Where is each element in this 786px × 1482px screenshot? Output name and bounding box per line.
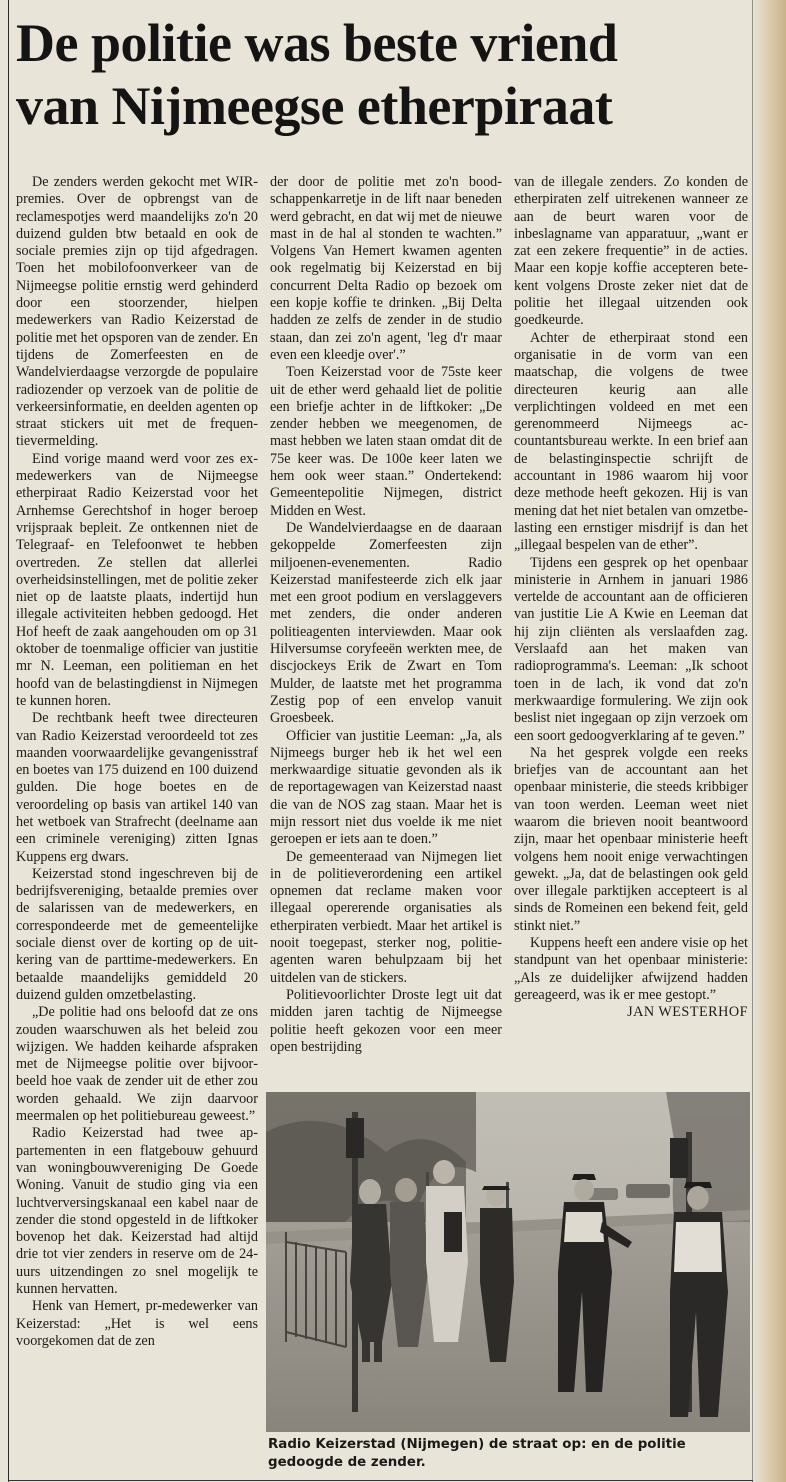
column-rule-bottom (8, 1480, 753, 1481)
photo-caption: Radio Keizerstad (Nijmegen) de straat op: en de politie gedoogde de zender. (268, 1437, 686, 1470)
paragraph: Toen Keizerstad voor de 75ste keer uit de ether werd gehaald liet de politie een briefje achter in de liftkoker: „De zender hebben we meegenomen, de mast hebben we laten staan omdat dit de 75e keer was. De 100e keer laten we hem ook weer staan.” Ondertekend: Gemeentepolitie Nijmegen, district Midden en West. (270, 364, 502, 519)
paragraph: De zenders werden gekocht met WIR-premies. Over de opbrengst van de reclamespotjes werd maandelijks zo'n 20 duizend gulden btw betaald en ook de sociale premies zijn op tijd afgedragen. Toen het mobilofoonverkeer van de Nijmeegse politie ernstig werd gehinderd door een stoorzender, hielpen medewerkers van Radio Keizerstad de politie met het opsporen van de zender. En tijdens de Zomerfeesten en de Wandelvierdaagse verzorgde de populaire radiozender op verzoek van de politie de verkeersinformatie, en deelden agenten op straat stickers uit met de frequentievermelding. (16, 174, 258, 450)
paragraph: Achter de etherpiraat stond een organisatie in de vorm van een maatschap, die volgens de twee directeuren keurig aan alle verplichtingen voldeed en met een gerenommeerd Nijmeegs accountantsbureau werkte. In een brief aan de belastinginspectie schrijft de accountant in 1986 waarom hij voor deze methode heeft gekozen. Hij is van mening dat het niet betalen van omzetbelasting een ernstiger misdrijf is dan het „illegaal bespelen van de ether”. (514, 329, 749, 554)
page-edge-shadow (752, 0, 786, 1482)
headline (16, 12, 746, 138)
paragraph: der door de politie met zo'n boodschappenkarretje in de lift naar beneden werd gebracht, en dat wij met de nieuwe mast in de hal al stonden te wachten.” Volgens Van Hemert kwamen agenten ook regelmatig bij Keizerstad en bij concurrent Delta Radio op bezoek om een kopje koffie te drinken. „Bij Delta hadden ze zelfs de zender in de studio staan, dan zei zo'n agent, 'leg d'r maar even een kleedje over'.” (270, 174, 502, 363)
headline-line-2: van Nijmeegse etherpiraat (16, 76, 613, 136)
article-column-2 (270, 174, 502, 1056)
paragraph: van de illegale zenders. Zo konden de etherpiraten zelf uitrekenen wanneer ze aan de beurt waren voor de inbeslagname van apparatuur, „want er zat een zekere frequentie” in de acties. Maar een kopje koffie accepteren betekent volgens Droste zeker niet dat de politie het illegaal uitzenden ook goedkeurde. (514, 174, 748, 329)
paragraph: De gemeenteraad van Nijmegen liet in de politieverordening een artikel opnemen dat reclame maken voor illegaal opererende organisaties als etherpiraten verbiedt. Maar het artikel is nooit toegepast, sterker nog, politieagenten waren behulpzaam bij het uitdelen van de stickers. (270, 848, 502, 986)
paragraph: Na het gesprek volgde een reeks briefjes van de accountant aan het openbaar ministerie, die steeds kribbiger van toon werden. Leeman weet niet waarom die brieven nooit beantwoord zijn, maar het openbaar ministerie heeft volgens hem nooit enige verwachtingen gewekt. „Ja, dat de belastingen ook geld over illegale parktijken accepteert is al sinds de Romeinen een bekend feit, geld stinkt niet.” (514, 744, 748, 934)
headline-line-1: De politie was beste vriend (16, 13, 618, 73)
paragraph: Henk van Hemert, pr-medewerker van Keizerstad: „Het is wel eens voorgekomen dat de zen (16, 1298, 258, 1349)
news-photo (266, 1092, 750, 1432)
byline: JAN WESTERHOF (627, 1004, 748, 1021)
paragraph: Keizerstad stond ingeschreven bij de bedrijfsvereniging, betaalde premies over de salarissen van de medewerkers, en correspondeerde met de gemeentelijke sociale dienst over de korting op de uitkering van de parttime-medewerkers. En betaalde maandelijks gemiddeld 20 duizend gulden omzetbelasting. (16, 865, 258, 1003)
column-rule-right (752, 0, 753, 1482)
paragraph: Tijdens een gesprek op het openbaar ministerie in Arnhem in januari 1986 vertelde de accountant aan de officieren van justitie Lie A Kwie en Leeman dat hij zijn cliënten als verslaafden zag. Verslaafd aan het maken van radioprogramma's. Leeman: „Ik schoot toen in de lach, ik vond dat zo'n merkwaardige formulering. We zijn ook beslist niet ingegaan op zijn verzoek om een soort gedoogverklaring af te geven.” (514, 554, 748, 744)
paragraph: Kuppens heeft een andere visie op het standpunt van het openbaar ministerie: „Als ze duidelijker afwijzend hadden gereageerd, was ik er mee gestopt.” (514, 935, 748, 1003)
column-rule-left (8, 0, 9, 1482)
article-column-3 (514, 174, 748, 1022)
paragraph: De rechtbank heeft twee directeuren van Radio Keizerstad veroordeeld tot zes maanden voorwaardelijke gevangenisstraf en boetes van 175 duizend en 100 duizend gulden. Die hoge boetes en de veroordeling op basis van artikel 140 van het wetboek van Strafrecht (deelname aan een criminele vereniging) zitten Ignas Kuppens erg dwars. (16, 710, 258, 865)
paragraph: Politievoorlichter Droste legt uit dat midden jaren tachtig de Nijmeegse politie heeft gekozen voor een meer open bestrijding (270, 986, 502, 1055)
paragraph: De Wandelvierdaagse en de daaraan gekoppelde Zomerfeesten zijn miljoenen-evenementen. Radio Keizerstad manifesteerde zich elk jaar met een groot podium en verslaggevers met zenders, die onder anderen politieagenten interviewden. Maar ook Hilversumse coryfeeën werkten mee, de discjockeys Erik de Zwart en Tom Mulder, de laatste met het programma Zestig pop of een envelop vanuit Groesbeek. (270, 519, 502, 727)
paragraph: Eind vorige maand werd voor zes ex-medewerkers van de Nijmeegse etherpiraat Radio Keizerstad voor het Arnhemse Gerechtshof in hoger beroep vrijspraak bepleit. Ze ontkennen niet de Telegraaf- en Telefoonwet te hebben overtreden. Ze stellen dat allerlei overheidsinstellingen, met de politie zeker niet op de laatste plaats, indertijd hun illegale activiteiten hebben gedoogd. Het Hof heeft de zaak aangehouden om op 31 oktober de toenmalige officier van justitie mr N. Leeman, een politieman en het hoofd van de belastingdienst in Nijmegen te kunnen horen. (16, 450, 258, 709)
paragraph: „De politie had ons beloofd dat ze ons zouden waarschuwen als het beleid zou wijzigen. We hadden keiharde afspraken met de Nijmeegse politie over bijvoorbeeld hoe vaak de zender uit de ether zou worden gehaald. We zijn daarvoor meermalen op het politiebureau geweest.” (16, 1004, 258, 1125)
article-column-1 (16, 174, 258, 1350)
police-street-scene-illustration (266, 1092, 750, 1432)
paragraph: Radio Keizerstad had twee appartementen in een flatgebouw gehuurd van woningbouwvereniging De Goede Woning. Vanuit de studio ging via een luchtverversingskanaal een kabel naar de zender die stond opgesteld in de liftkoker bovenop het dak. Keizerstad had altijd drie tot vier zenders in reserve om de 24-uurs uitzendingen zo snel mogelijk te kunnen hervatten. (16, 1125, 258, 1297)
paragraph: Officier van justitie Leeman: „Ja, als Nijmeegs burger heb ik het wel een merkwaardige situatie gevonden als ik de reportagewagen van Keizerstad naast die van de NOS zag staan. Maar het is mijn ressort niet dus voelde ik me niet geroepen er iets aan te doen.” (270, 727, 502, 848)
